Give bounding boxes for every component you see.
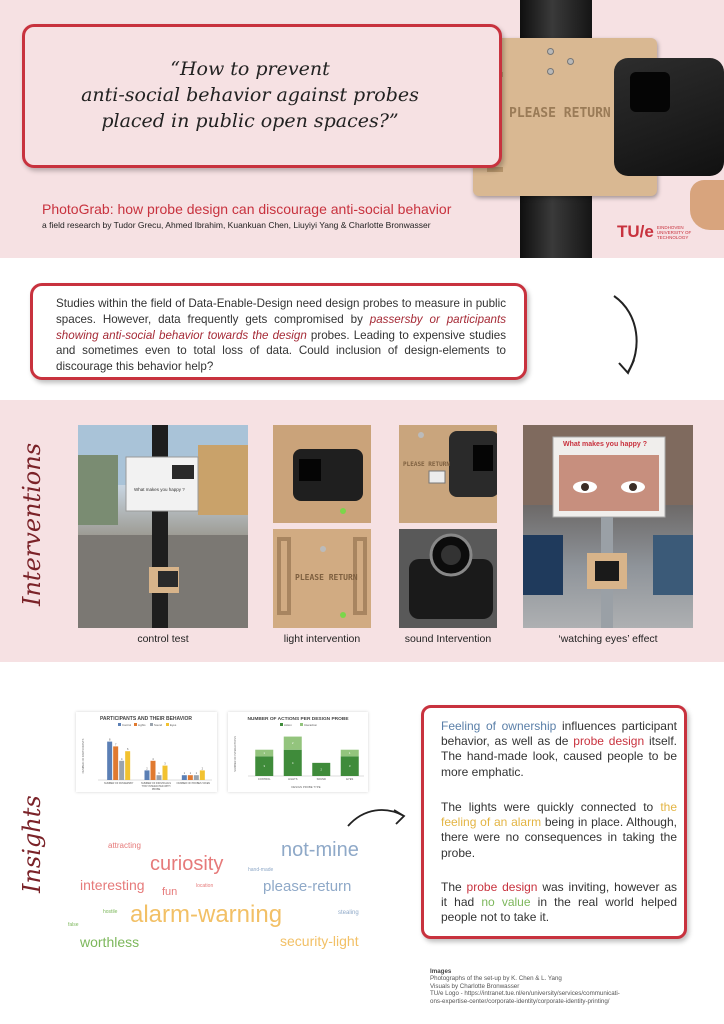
bar-value-label: 1 bbox=[158, 772, 160, 776]
bar bbox=[157, 775, 162, 780]
photo-sound-lens bbox=[399, 529, 497, 628]
y-axis-label: NUMBER OF PARTICIPANTS bbox=[82, 738, 85, 774]
insight-text: itself. The hand-made look, caused people to be more emphatic. bbox=[441, 734, 678, 779]
logo-mark: TU/e bbox=[617, 222, 654, 241]
credits-line: Photographs of the set-up by K. Chen & L. Yang bbox=[430, 975, 562, 983]
credits-heading: Images bbox=[430, 968, 452, 975]
small-sign-text: PLEASE RETURN bbox=[403, 461, 450, 468]
insight-text: influences participant behavior, as well as de bbox=[441, 719, 677, 749]
caption-light: light intervention bbox=[283, 633, 361, 645]
legend-label: Control bbox=[122, 722, 132, 727]
word-cloud-term: worthless bbox=[80, 934, 140, 950]
insights-heading: Insights bbox=[18, 795, 46, 893]
quote-line: placed in public open spaces?” bbox=[101, 110, 399, 132]
category-label: NUMBER OF PROBES TAKEN bbox=[176, 782, 211, 785]
intro-highlight: passersby or participants showing anti-social behavior towards the design bbox=[56, 312, 506, 342]
tue-logo bbox=[617, 222, 705, 242]
category-label: CONTROL bbox=[257, 778, 271, 781]
bar-value-label: 2 bbox=[146, 767, 148, 771]
bar bbox=[194, 775, 199, 780]
bar bbox=[113, 746, 118, 780]
credits-line: Visuals by Charlotte Bronwasser bbox=[430, 982, 520, 990]
screw-icon bbox=[567, 58, 574, 65]
word-cloud-term: hostile bbox=[103, 909, 118, 915]
chart-title: NUMBER OF ACTIONS PER DESIGN PROBE bbox=[247, 717, 349, 722]
bar bbox=[188, 775, 193, 780]
eyes-sign-text: What makes you happy ? bbox=[563, 441, 648, 448]
bar-value-label: 3 bbox=[164, 762, 166, 766]
word-cloud-term: fun bbox=[162, 886, 178, 898]
bar-value-label: 4 bbox=[292, 761, 294, 765]
category-label: NUMBER OF INDIVIDUALS bbox=[140, 782, 172, 785]
category-label: EYES bbox=[346, 778, 354, 781]
y-axis-label: NUMBER OF INTERACTIONS bbox=[234, 736, 237, 772]
word-cloud-term: please-return bbox=[263, 878, 352, 895]
bar-value-label: 6 bbox=[126, 748, 129, 752]
bar bbox=[145, 770, 150, 780]
intro-part: Studies within the field of Data-Enable-Design need design probes to measure in public spaces. However, data frequently gets compromised by bbox=[56, 297, 506, 326]
sign-text: PLEASE RETURN bbox=[509, 106, 611, 121]
bar-value-label: 1 bbox=[195, 772, 198, 776]
intro-text bbox=[56, 296, 506, 375]
chart-actions-svg bbox=[228, 712, 368, 792]
chart-participants-svg bbox=[76, 712, 217, 792]
bar-value-label: 3 bbox=[349, 765, 351, 769]
word-cloud-term: curiosity bbox=[150, 853, 224, 875]
legend-swatch bbox=[166, 723, 169, 726]
legend-label: Eyes bbox=[170, 722, 177, 727]
legend-label: Interaction bbox=[304, 722, 318, 727]
legend-swatch bbox=[280, 723, 283, 726]
bar-value-label: 4 bbox=[120, 757, 123, 761]
word-cloud-term: interesting bbox=[80, 877, 145, 893]
caption-sound: sound Intervention bbox=[404, 633, 492, 645]
photo-light-camera bbox=[273, 425, 371, 523]
right-arrow-icon bbox=[346, 804, 408, 830]
insight-highlight: Feeling of ownership bbox=[441, 719, 557, 733]
interventions-heading: Interventions bbox=[18, 442, 46, 606]
photo-sound-sign bbox=[399, 425, 497, 523]
screw-icon bbox=[547, 48, 554, 55]
word-cloud-term: stealing bbox=[338, 910, 359, 916]
word-cloud-term: false bbox=[68, 922, 79, 928]
insight-highlight: no value bbox=[481, 895, 531, 910]
category-label: SOUND bbox=[316, 778, 326, 781]
insight-text: The bbox=[441, 880, 467, 894]
photo-control-test bbox=[78, 425, 248, 628]
category-label: THAT INTERACTED WITH bbox=[141, 785, 171, 788]
word-cloud-term: attracting bbox=[108, 841, 141, 850]
photo-sign-caption: What makes you happy ? bbox=[134, 487, 185, 492]
bar bbox=[163, 766, 168, 780]
bar-value-label: 4 bbox=[152, 757, 154, 761]
word-cloud-term: security-light bbox=[280, 933, 359, 949]
category-label: LIGHTS bbox=[288, 778, 298, 781]
credits-line: TU/e Logo - https://intranet.tue.nl/en/university/services/communicati- bbox=[430, 990, 620, 998]
bar bbox=[107, 742, 112, 780]
bar bbox=[182, 775, 187, 780]
insight-text: The lights were quickly connected to bbox=[441, 800, 661, 814]
quote-line: “How to prevent bbox=[170, 58, 330, 80]
bar-value-label: 3 bbox=[263, 765, 265, 769]
insight-highlight: probe design bbox=[466, 880, 538, 894]
bar-value-label: 2 bbox=[201, 767, 204, 771]
camera-lens bbox=[630, 72, 670, 112]
down-arrow-icon bbox=[606, 292, 646, 380]
insight-highlight: probe design bbox=[573, 734, 645, 749]
legend-swatch bbox=[300, 723, 303, 726]
caption-eyes: ‘watching eyes’ effect bbox=[558, 633, 658, 645]
x-axis-label: DESIGN PROBE TYPE bbox=[291, 785, 321, 789]
bar bbox=[151, 761, 156, 780]
legend-swatch bbox=[134, 723, 137, 726]
chart-actions bbox=[228, 712, 368, 792]
bar bbox=[119, 761, 124, 780]
insight-lights bbox=[441, 800, 677, 861]
caption-control: control test bbox=[137, 633, 189, 645]
image-credits bbox=[430, 968, 710, 1005]
poster-title: PhotoGrab: how probe design can discourage anti-social behavior bbox=[42, 201, 452, 217]
category-label: PROBE bbox=[151, 788, 161, 791]
logo-subtitle: EINDHOVEN UNIVERSITY OF TECHNOLOGY bbox=[656, 224, 692, 240]
chart-participants bbox=[76, 712, 217, 792]
legend-label: Lights bbox=[138, 722, 146, 727]
photo-watching-eyes bbox=[523, 425, 693, 628]
insight-text: being in place. Although, there were no consequences in taking the probe. bbox=[441, 815, 677, 860]
bar-value-label: 8 bbox=[108, 738, 111, 742]
intro-part: probes. Leading to expensive studies and sometimes even to total loss of data. Could inclusion of design-elements to discourage this behavior help? bbox=[56, 328, 506, 374]
insight-highlight: the feeling of an alarm bbox=[441, 800, 677, 830]
chart-title: PARTICIPANTS AND THEIR BEHAVIOR bbox=[99, 716, 193, 722]
category-label: NUMBER OF PASSERSBY bbox=[104, 782, 134, 785]
word-cloud-term: hand-made bbox=[248, 867, 274, 873]
insight-text: was inviting, however as it had bbox=[441, 880, 677, 910]
word-cloud-term: location bbox=[196, 883, 214, 889]
photo-light-sign bbox=[273, 529, 371, 628]
bar bbox=[200, 770, 205, 780]
credits-line: ons-expertise-center/corporate-identity/corporate-identity-printing/ bbox=[430, 997, 610, 1005]
legend-swatch bbox=[150, 723, 153, 726]
bar-value-label: 1 bbox=[349, 752, 351, 755]
bar bbox=[125, 751, 130, 780]
research-question bbox=[40, 56, 460, 134]
bar-value-label: 2 bbox=[292, 742, 294, 746]
legend-label: Sound bbox=[154, 722, 163, 727]
legend-label: Action bbox=[284, 722, 292, 727]
legend-swatch bbox=[118, 723, 121, 726]
bar-value-label: 7 bbox=[114, 743, 117, 747]
insight-design bbox=[441, 880, 677, 926]
bar-value-label: 1 bbox=[189, 772, 192, 776]
insight-text: in the real world helped people not to take it. bbox=[441, 895, 677, 925]
authors: a field research by Tudor Grecu, Ahmed Ibrahim, Kuankuan Chen, Liuyiyi Yang & Charlotte Bronwasser bbox=[42, 220, 431, 230]
insight-ownership bbox=[441, 719, 677, 780]
bar-value-label: 1 bbox=[183, 772, 186, 776]
word-cloud-term: not-mine bbox=[281, 839, 359, 861]
word-cloud-term: alarm-warning bbox=[130, 901, 283, 928]
quote-line: anti-social behavior against probes bbox=[81, 84, 419, 106]
small-sign-text: PLEASE RETURN bbox=[295, 573, 358, 582]
screw-icon bbox=[547, 68, 554, 75]
bar-value-label: 2 bbox=[320, 768, 322, 772]
bar-value-label: 1 bbox=[263, 752, 265, 755]
